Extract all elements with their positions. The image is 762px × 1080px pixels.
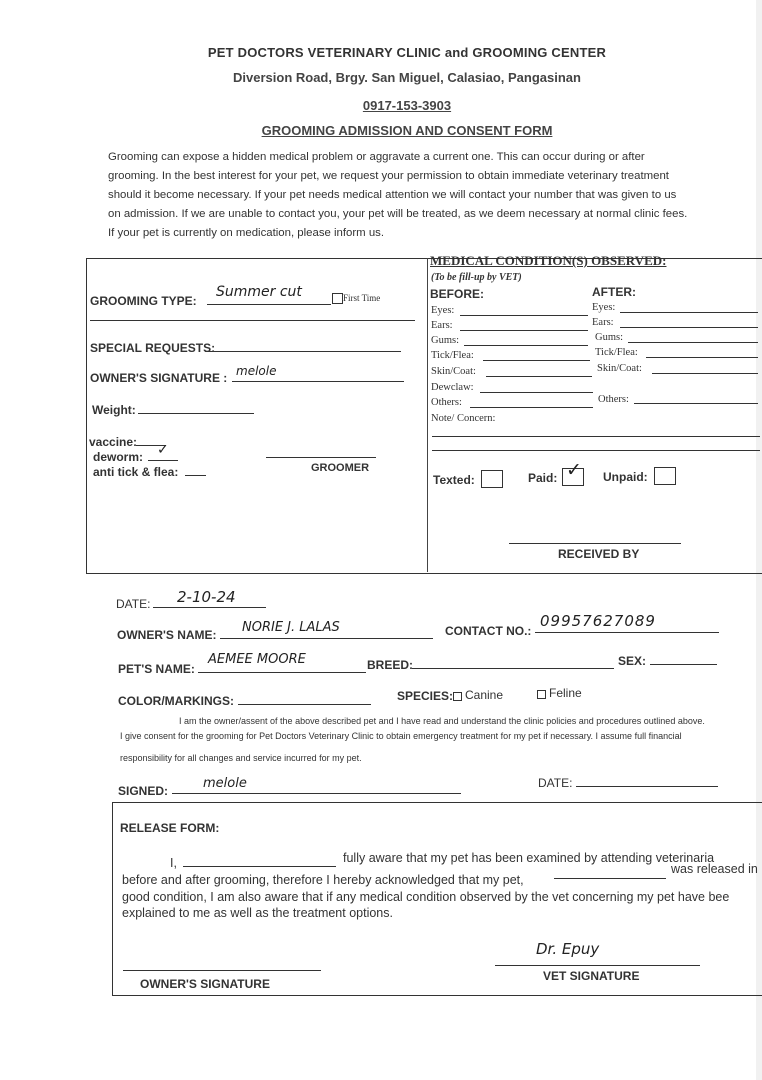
signed-line: [172, 793, 461, 794]
release-owner-signature-line[interactable]: [123, 970, 321, 971]
owner-name-line: [220, 638, 433, 639]
after-ears-line[interactable]: [620, 327, 758, 328]
release-pet-name-line[interactable]: [554, 878, 666, 879]
date-label: DATE:: [116, 597, 151, 611]
grooming-type-value[interactable]: Summer cut: [216, 284, 302, 300]
breed-label: BREED:: [367, 658, 414, 672]
before-dewclaw-label: Dewclaw:: [431, 382, 474, 393]
consent-date-line[interactable]: [576, 786, 718, 787]
canine-checkbox[interactable]: [453, 692, 462, 701]
first-time-checkbox[interactable]: [332, 293, 343, 304]
medical-title: MEDICAL CONDITION(S) OBSERVED:: [430, 253, 667, 268]
weight-label: Weight:: [92, 403, 136, 417]
before-ears-label: Ears:: [431, 320, 453, 331]
consent-line-2: I give consent for the grooming for Pet Doctors Veterinary Clinic to obtain emergency treatment for my pet if necessary. I assume full financial: [120, 731, 682, 741]
owner-signature-line: [232, 381, 404, 382]
intro-line: on admission. If we are unable to contact you, your pet will be treated, as we deem necessary at normal clinic fees.: [108, 208, 688, 220]
texted-checkbox[interactable]: [481, 470, 503, 488]
canine-label: Canine: [465, 688, 504, 702]
release-line-1-start: I,: [170, 856, 177, 870]
vet-signature-line: [495, 965, 700, 966]
signed-label: SIGNED:: [118, 784, 169, 798]
after-tickflea-line[interactable]: [646, 357, 758, 358]
feline-label: Feline: [549, 686, 582, 700]
after-label: AFTER:: [592, 285, 636, 299]
after-tickflea-label: Tick/Flea:: [595, 347, 638, 358]
after-ears-label: Ears:: [592, 317, 614, 328]
unpaid-checkbox[interactable]: [654, 467, 676, 485]
release-line-1-end: fully aware that my pet has been examined by attending veterinaria: [343, 851, 715, 865]
release-owner-name-line[interactable]: [183, 866, 336, 867]
owner-signature-label: OWNER'S SIGNATURE :: [90, 371, 228, 385]
after-gums-line[interactable]: [628, 342, 758, 343]
pet-name-line: [198, 672, 366, 673]
before-others-line[interactable]: [470, 407, 593, 408]
pet-name-value[interactable]: AEMEE MOORE: [208, 652, 306, 667]
sex-line[interactable]: [650, 664, 717, 665]
before-label: BEFORE:: [430, 287, 484, 301]
release-line-3: good condition, I am also aware that if any medical condition observed by the vet concerning my pet have bee: [122, 890, 730, 904]
signed-value[interactable]: melole: [203, 776, 247, 791]
consent-line-1: I am the owner/assent of the above described pet and I have read and understand the clinic policies and procedures outlined above.: [179, 716, 705, 726]
grooming-type-line: [207, 304, 331, 305]
box-divider: [427, 258, 428, 572]
intro-line: grooming. In the best interest for your pet, we request your permission to obtain immediate veterinary treatment: [108, 170, 669, 182]
owner-name-value[interactable]: NORIE J. LALAS: [242, 620, 340, 635]
after-others-line[interactable]: [634, 403, 758, 404]
consent-date-label: DATE:: [538, 776, 573, 790]
first-time-label: First Time: [343, 293, 381, 303]
release-owner-signature-label: OWNER'S SIGNATURE: [140, 977, 270, 991]
release-line-2-end: was released in: [671, 862, 758, 876]
form-title: GROOMING ADMISSION AND CONSENT FORM: [261, 123, 553, 138]
after-eyes-label: Eyes:: [592, 302, 616, 313]
after-eyes-line[interactable]: [620, 312, 758, 313]
deworm-line: [148, 460, 178, 461]
date-value[interactable]: 2-10-24: [177, 588, 236, 606]
owner-signature-value[interactable]: melole: [236, 364, 277, 378]
owner-name-label: OWNER'S NAME:: [117, 628, 217, 642]
weight-line[interactable]: [138, 413, 254, 414]
before-eyes-label: Eyes:: [431, 305, 455, 316]
texted-label: Texted:: [433, 473, 475, 487]
paid-label: Paid:: [528, 471, 558, 485]
anti-tick-label: anti tick & flea:: [93, 465, 179, 479]
intro-paragraph: [108, 148, 714, 243]
special-requests-label: SPECIAL REQUESTS:: [90, 341, 216, 355]
contact-line: [535, 632, 719, 633]
intro-line: If your pet is currently on medication, please inform us.: [108, 227, 385, 239]
before-tickflea-line[interactable]: [483, 360, 590, 361]
vet-signature-label: VET SIGNATURE: [543, 969, 640, 983]
after-skincoat-label: Skin/Coat:: [597, 363, 642, 374]
received-by-label: RECEIVED BY: [558, 547, 640, 561]
release-line-4: explained to me as well as the treatment options.: [122, 906, 393, 920]
deworm-check-mark[interactable]: ✓: [157, 442, 169, 458]
clinic-address: Diversion Road, Brgy. San Miguel, Calasiao, Pangasinan: [233, 70, 581, 85]
before-skincoat-line[interactable]: [486, 376, 592, 377]
after-gums-label: Gums:: [595, 332, 624, 343]
paid-check-mark: ✓: [566, 459, 582, 481]
breed-line[interactable]: [412, 668, 614, 669]
received-by-line: [509, 543, 681, 544]
intro-line: Grooming can expose a hidden medical problem or aggravate a current one. This can occur during or after: [108, 151, 645, 163]
before-tickflea-label: Tick/Flea:: [431, 350, 474, 361]
color-markings-line[interactable]: [238, 704, 371, 705]
before-gums-line[interactable]: [464, 345, 588, 346]
before-others-label: Others:: [431, 397, 462, 408]
sex-label: SEX:: [618, 654, 647, 668]
before-gums-label: Gums:: [431, 335, 460, 346]
vet-signature-value[interactable]: Dr. Epuy: [536, 940, 600, 958]
after-others-label: Others:: [598, 394, 629, 405]
note-line-1[interactable]: [432, 436, 760, 437]
contact-value[interactable]: 09957627089: [540, 612, 656, 630]
before-eyes-line[interactable]: [460, 315, 588, 316]
note-concern-label: Note/ Concern:: [431, 413, 496, 424]
after-skincoat-line[interactable]: [652, 373, 758, 374]
medical-subtitle: (To be fill-up by VET): [431, 272, 522, 283]
special-requests-line[interactable]: [205, 351, 401, 352]
intro-line: should it become necessary. If your pet needs medical attention we will contact your number that was given to us: [108, 189, 677, 201]
color-markings-label: COLOR/MARKINGS:: [118, 694, 234, 708]
before-dewclaw-line[interactable]: [480, 392, 593, 393]
groomer-label: GROOMER: [311, 462, 370, 474]
vaccine-label: vaccine:: [89, 435, 138, 449]
unpaid-label: Unpaid:: [603, 470, 648, 484]
date-line: [153, 607, 266, 608]
before-ears-line[interactable]: [460, 330, 588, 331]
contact-label: CONTACT NO.:: [445, 624, 532, 638]
consent-line-3: responsibility for all changes and service incurred for my pet.: [120, 753, 362, 763]
note-line-2[interactable]: [432, 450, 760, 451]
release-title: RELEASE FORM:: [120, 821, 220, 835]
species-label: SPECIES:: [397, 689, 454, 703]
before-skincoat-label: Skin/Coat:: [431, 366, 476, 377]
clinic-name: PET DOCTORS VETERINARY CLINIC and GROOMING CENTER: [207, 45, 607, 60]
pet-name-label: PET'S NAME:: [118, 662, 195, 676]
feline-checkbox[interactable]: [537, 690, 546, 699]
anti-tick-line[interactable]: [185, 475, 206, 476]
groomer-line: [266, 457, 376, 458]
release-line-2-start: before and after grooming, therefore I hereby acknowledged that my pet,: [122, 873, 524, 887]
grooming-type-label: GROOMING TYPE:: [90, 294, 197, 308]
clinic-phone: 0917-153-3903: [362, 98, 452, 113]
deworm-label: deworm:: [93, 450, 144, 464]
grooming-extra-line: [90, 320, 415, 321]
